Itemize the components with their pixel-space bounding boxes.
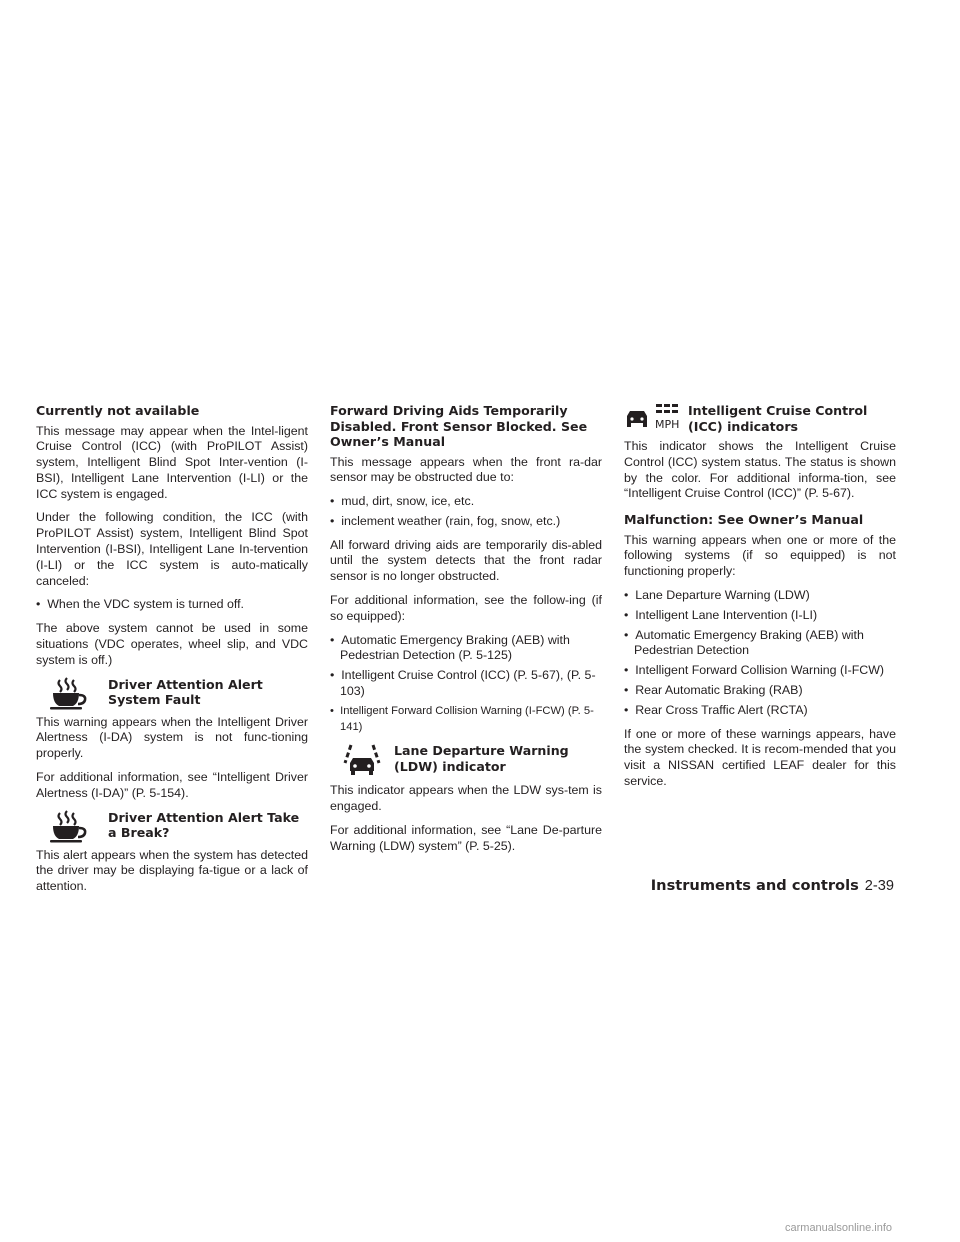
paragraph: This indicator shows the Intelligent Cruise Control (ICC) system status. The status is shown by the color. For additional informa-tion, see “Intelligent Cruise Control (ICC)” (P. 5-67). — [624, 439, 896, 501]
footer-section-title: Instruments and controls — [650, 877, 859, 894]
bullet-list — [330, 494, 602, 530]
heading-lane-departure: Lane Departure Warning (LDW) indicator — [394, 743, 569, 774]
list-item: • Intelligent Forward Collision Warning (I-FCW) (P. 5-141) — [330, 704, 602, 736]
driver-attention-fault-header — [36, 677, 308, 711]
heading-forward-driving-aids: Forward Driving Aids Temporarily Disabled. Front Sensor Blocked. See Owner’s Manual — [330, 403, 588, 449]
paragraph: For additional information, see “Intelligent Driver Alertness (I-DA)” (P. 5-154). — [36, 770, 308, 800]
column-right — [624, 403, 896, 798]
paragraph: All forward driving aids are temporarily dis-abled until the system detects that the front radar sensor is no longer obstructed. — [330, 537, 602, 584]
paragraph: This message appears when the front ra-dar sensor may be obstructed due to: — [330, 454, 602, 485]
lane-departure-icon — [342, 743, 394, 779]
heading-driver-attention-fault: Driver Attention Alert System Fault — [108, 676, 263, 708]
list-item: • mud, dirt, snow, ice, etc. — [330, 494, 602, 510]
driver-attention-break-header — [36, 810, 308, 844]
paragraph: If one or more of these warnings appears, have the system checked. It is recom-mended that you visit a NISSAN certified LEAF dealer for this service. — [624, 726, 896, 789]
paragraph: This alert appears when the system has detected the driver may be displaying fa-tigue or a lack of attention. — [36, 847, 308, 894]
cruise-control-car-icon — [624, 403, 688, 435]
page-footer — [651, 877, 894, 894]
list-item: • Lane Departure Warning (LDW) — [624, 588, 896, 604]
paragraph: This message may appear when the Intel-ligent Cruise Control (ICC) (with ProPILOT Assist) system, Intelligent Blind Spot Inter-vention (I-BSI), Intelligent Lane Intervention (I-LI) or the ICC system is engaged. — [36, 423, 308, 501]
paragraph: For additional information, see the follow-ing (if so equipped): — [330, 593, 602, 623]
paragraph: Under the following condition, the ICC (with ProPILOT Assist) system, Intelligent Blind Spot Intervention (I-BSI), Intelligent Lane In-tervention (I-LI) or the ICC system is auto-matically canceled: — [36, 510, 308, 588]
heading-driver-attention-break: Driver Attention Alert Take a Break? — [108, 809, 300, 841]
icc-indicator-header — [624, 403, 896, 435]
list-item: • Intelligent Lane Intervention (I-LI) — [624, 608, 896, 624]
list-item: • inclement weather (rain, fog, snow, etc.) — [330, 514, 602, 530]
watermark: carmanualsonline.info — [785, 1222, 893, 1234]
paragraph: This warning appears when the Intelligent Driver Alertness (I-DA) system is not func-tioning properly. — [36, 714, 308, 761]
coffee-cup-icon — [48, 677, 108, 711]
paragraph: This indicator appears when the LDW sys-tem is engaged. — [330, 783, 602, 814]
heading-icc-indicators: Intelligent Cruise Control (ICC) indicators — [688, 403, 868, 434]
column-middle — [330, 403, 602, 863]
page-number: 2-39 — [864, 878, 894, 894]
lane-departure-header — [330, 743, 602, 779]
list-item: • Automatic Emergency Braking (AEB) with Pedestrian Detection — [624, 628, 896, 660]
column-left — [36, 403, 308, 903]
paragraph: For additional information, see “Lane De-parture Warning (LDW) system” (P. 5-25). — [330, 823, 602, 853]
list-item: • Rear Cross Traffic Alert (RCTA) — [624, 703, 896, 719]
coffee-cup-icon — [48, 810, 108, 844]
bullet-list — [624, 588, 896, 719]
paragraph: This warning appears when one or more of the following systems (if so equipped) is not functioning properly: — [624, 532, 896, 579]
heading-malfunction: Malfunction: See Owner’s Manual — [624, 512, 864, 528]
bullet-list — [330, 633, 602, 736]
list-item: • When the VDC system is turned off. — [36, 597, 308, 613]
list-item: • Automatic Emergency Braking (AEB) with Pedestrian Detection (P. 5-125) — [330, 633, 602, 665]
list-item: • Rear Automatic Braking (RAB) — [624, 683, 896, 699]
icc-icon-mph-text: MPH — [655, 418, 680, 431]
paragraph: The above system cannot be used in some situations (VDC operates, wheel slip, and VDC system is off.) — [36, 621, 308, 667]
bullet-list — [36, 597, 308, 613]
list-item: • Intelligent Forward Collision Warning (I-FCW) — [624, 663, 896, 679]
list-item: • Intelligent Cruise Control (ICC) (P. 5-67), (P. 5-103) — [330, 668, 602, 700]
heading-currently-not-available: Currently not available — [36, 403, 200, 418]
